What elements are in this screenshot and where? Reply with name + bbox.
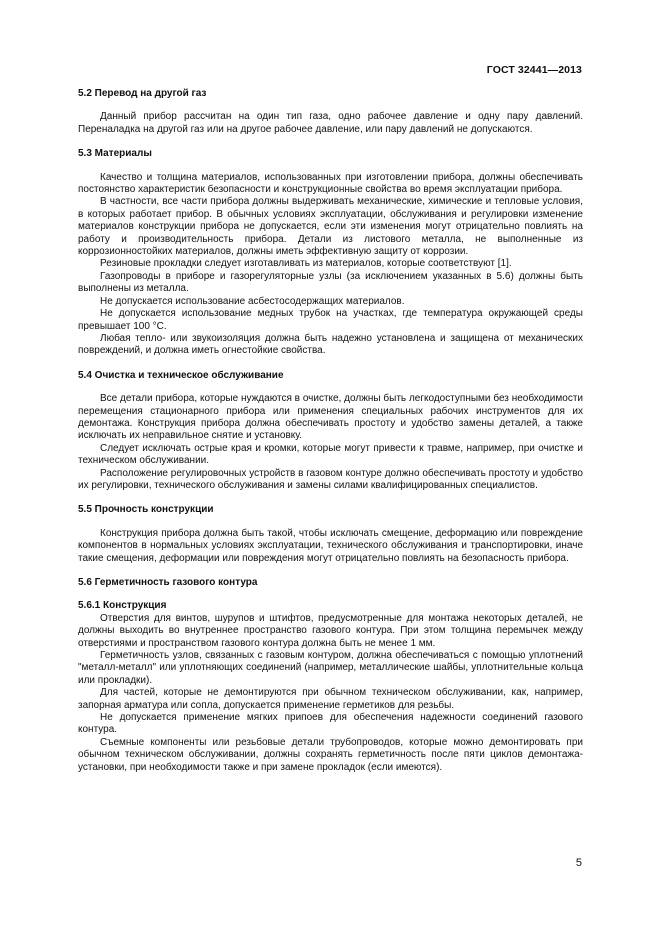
paragraph: В частности, все части прибора должны выдерживать механические, химические и тепловые условия, в которых работает прибор. В обычных условиях эксплуатации, обслуживания и регулировки изменение материалов конструкции прибора не допускается, если эти изменения могут отрицательно повлиять на работу и производительность прибора. Детали из листового металла, не выполненные из коррозионностойких материалов, должны иметь эффективную защиту от коррозии. xyxy=(78,196,583,258)
paragraph: Резиновые прокладки следует изготавливать из материалов, которые соответствуют [1]. xyxy=(100,258,512,270)
section-5-4 xyxy=(78,370,583,493)
paragraph: Не допускается использование асбестосодержащих материалов. xyxy=(100,295,405,307)
section-5-3 xyxy=(78,148,583,358)
page-number: 5 xyxy=(575,857,582,869)
paragraph: Расположение регулировочных устройств в газовом контуре должно обеспечивать простоту и удобство их регулировки, технического обслуживания и замены силами квалифицированных специалистов. xyxy=(78,467,583,491)
document-body xyxy=(78,88,583,774)
section-5-2 xyxy=(78,88,583,136)
paragraph: Съемные компоненты или резьбовые детали трубопроводов, которые можно демонтировать при обычном техническом обслуживании, должны сохранять герметичность после пяти циклов демонтажа-установки, при необходимости также и при замене прокладок (если имеются). xyxy=(78,736,583,773)
document-id: ГОСТ 32441—2013 xyxy=(486,64,582,76)
subsection-title: 5.6.1 Конструкция xyxy=(78,600,167,612)
paragraph: Не допускается использование медных трубок на участках, где температура окружающей среды превышает 100 °С. xyxy=(78,308,583,332)
paragraph: Не допускается применение мягких припоев для обеспечения надежности соединений газового контура. xyxy=(78,712,583,736)
subsection-5-6-1 xyxy=(78,600,583,774)
paragraph: Отверстия для винтов, шурупов и штифтов, предусмотренные для монтажа некоторых деталей, не должны выходить во внутреннее пространство газового контура. При этом толщина перемычек между отверстиями и пространством газового контура должна быть не менее 1 мм. xyxy=(78,612,583,649)
section-title: 5.2 Перевод на другой газ xyxy=(78,88,207,99)
paragraph: Для частей, которые не демонтируются при обычном техническом обслуживании, как, например, запорная арматура или сопла, допускается применение герметиков для резьбы. xyxy=(78,687,583,711)
section-title: 5.5 Прочность конструкции xyxy=(78,504,214,516)
section-title: 5.3 Материалы xyxy=(78,148,152,160)
section-5-5 xyxy=(78,504,583,565)
paragraph: Газопроводы в приборе и газорегуляторные узлы (за исключением указанных в 5.6) должны быть выполнены из металла. xyxy=(78,270,583,295)
section-title: 5.4 Очистка и техническое обслуживание xyxy=(78,369,284,381)
paragraph: Конструкция прибора должна быть такой, чтобы исключать смещение, деформацию или повреждение компонентов в нормальных условиях эксплуатации, технического обслуживания и транспортировки, иначе такие смещения, деформации или повреждения могут отрицательно повлиять на безопасность прибора. xyxy=(78,527,583,564)
section-5-6 xyxy=(78,577,583,774)
paragraph: Герметичность узлов, связанных с газовым контуром, должна обеспечиваться с помощью уплотнений "металл-металл" или уплотняющих соединений (например, металлические шайбы, уплотнительные кольца или прокладки). xyxy=(78,650,583,686)
paragraph: Следует исключать острые края и кромки, которые могут привести к травме, например, при очистке и техническом обслуживании. xyxy=(78,442,583,467)
paragraph: Все детали прибора, которые нуждаются в очистке, должны быть легкодоступными без необходимости перемещения стационарного прибора или применения специальных рабочих инструментов для их демонтажа. Конструкция прибора должна обеспечивать простоту и удобство замены деталей, а также исключать их неправильное снятие и установку. xyxy=(78,393,583,442)
paragraph: Данный прибор рассчитан на один тип газа, одно рабочее давление и одну пару давлений. Переналадка на другой газ или на другое рабочее давление, или пару давлений не допускаются. xyxy=(78,111,583,135)
section-title: 5.6 Герметичность газового контура xyxy=(78,577,258,588)
paragraph: Качество и толщина материалов, использованных при изготовлении прибора, должны обеспечивать постоянство характеристик безопасности и конструкционные свойства во время эксплуатации прибора. xyxy=(78,171,583,196)
paragraph: Любая тепло- или звукоизоляция должна быть надежно установлена и защищена от механических повреждений, и должна иметь огнестойкие свойства. xyxy=(78,332,583,357)
